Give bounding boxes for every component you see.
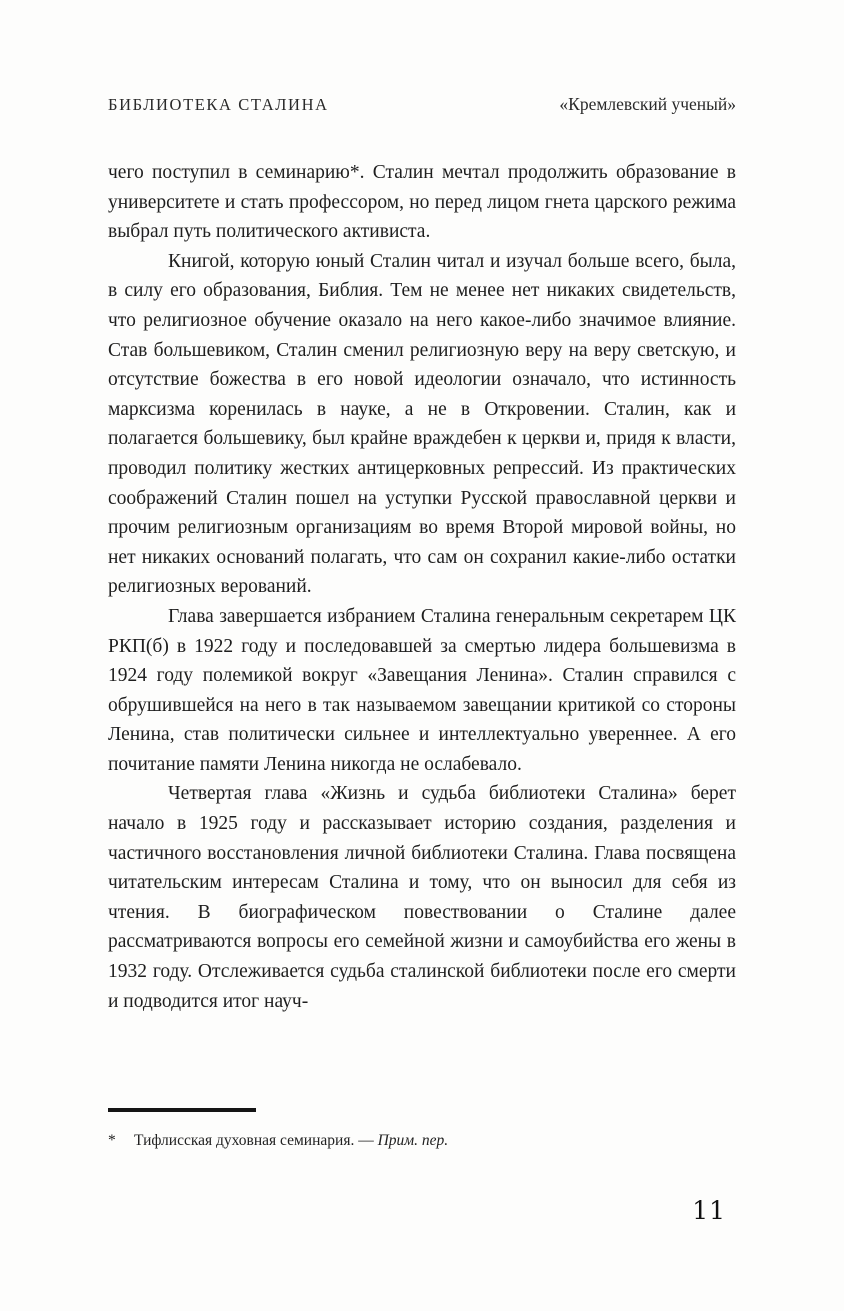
chapter-title-header: «Кремлевский ученый»: [559, 94, 736, 114]
page-number: 11: [692, 1196, 726, 1225]
footnote-separator-rule: [108, 1108, 256, 1112]
footnote-marker: *: [108, 1132, 116, 1149]
book-title-header: БИБЛИОТЕКА СТАЛИНА: [108, 95, 329, 114]
footnote-text: Тифлисская духовная семинария. —: [134, 1132, 378, 1149]
paragraph-2: Книгой, которую юный Сталин читал и изучал больше всего, была, в силу его образования, Библия. Тем не менее нет никаких свидетельств, что религиозное обучение оказало на него какое-либо значимое влияние. Став большевиком, Сталин сменил религиозную веру на веру светскую, и отсутствие божества в его новой идеологии означало, что истинность марксизма коренилась в науке, а не в Откровении. Сталин, как и полагается большевику, был крайне враждебен к церкви и, придя к власти, проводил политику жестких антицерковных репрессий. Из практических соображений Сталин пошел на уступки Русской православной церкви и прочим религиозным организациям во время Второй мировой войны, но нет никаких оснований полагать, что сам он сохранил какие-либо остатки религиозных верований.: [108, 250, 736, 598]
paragraph-1: чего поступил в семинарию*. Сталин мечтал продолжить образование в университете и стать профессором, но перед лицом гнета царского режима выбрал путь политического активиста.: [108, 162, 736, 243]
footnote: [108, 1130, 736, 1152]
paragraph-4: Четвертая глава «Жизнь и судьба библиотеки Сталина» берет начало в 1925 году и рассказывает историю создания, разделения и частичного восстановления личной библиотеки Сталина. Глава посвящена читательским интересам Сталина и тому, что он выносил для себя из чтения. В биографическом повествовании о Сталине далее рассматриваются вопросы его семейной жизни и самоубийства его жены в 1932 году. Отслеживается судьба сталинской библиотеки после его смерти и подводится итог науч-: [108, 783, 736, 1012]
body-text: [108, 158, 736, 1016]
paragraph-3: Глава завершается избранием Сталина генеральным секретарем ЦК РКП(б) в 1922 году и последовавшей за смертью лидера большевизма в 1924 году полемикой вокруг «Завещания Ленина». Сталин справился с обрушившейся на него в так называемом завещании критикой со стороны Ленина, став политически сильнее и интеллектуально увереннее. А его почитание памяти Ленина никогда не ослабевало.: [108, 605, 736, 775]
footnote-source: Прим. пер.: [377, 1132, 449, 1149]
running-header: [108, 94, 736, 115]
